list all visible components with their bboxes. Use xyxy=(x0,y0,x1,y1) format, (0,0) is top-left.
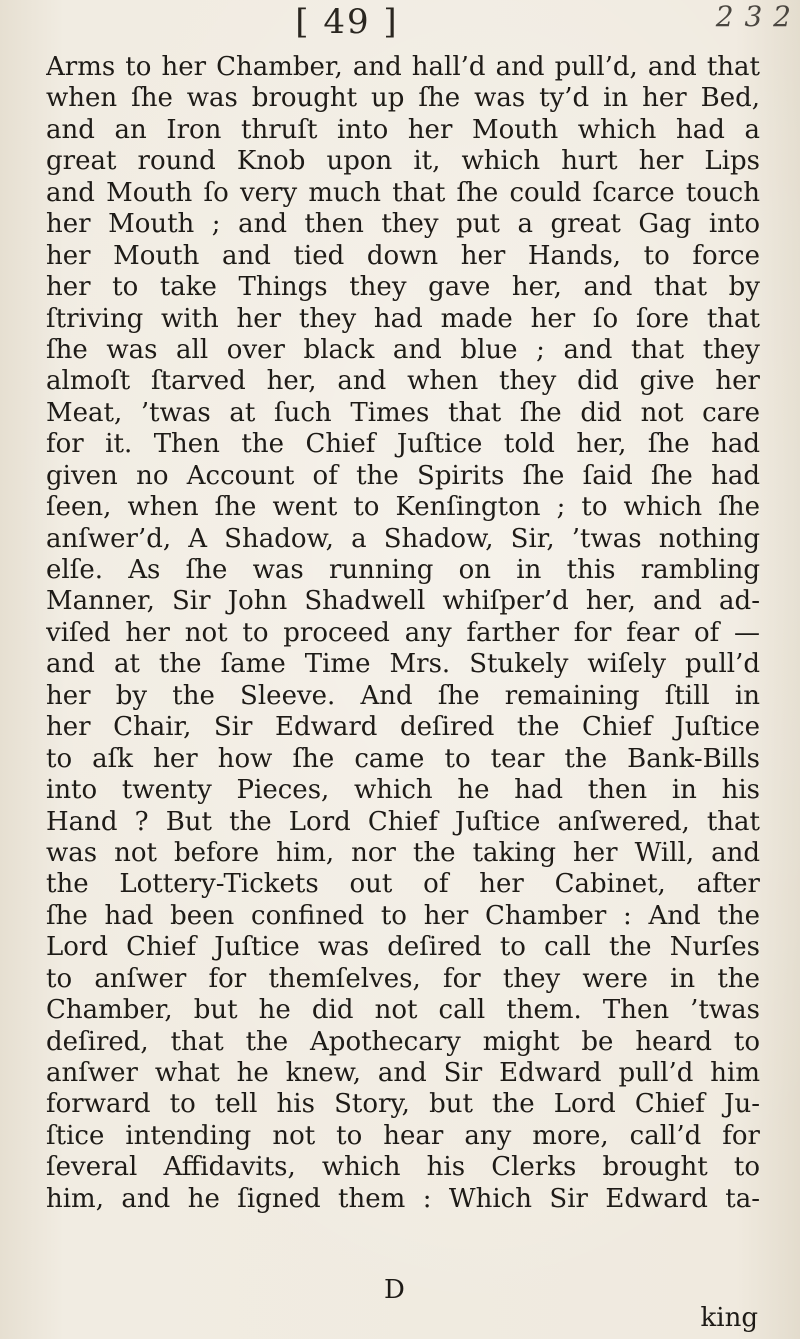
text-line: her by the Sleeve. And ſhe remaining ſtill in xyxy=(46,680,760,711)
text-line: Arms to her Chamber, and hall’d and pull’d, and that xyxy=(46,52,760,82)
text-line: ſhe had been confined to her Chamber : And the xyxy=(46,900,760,931)
text-line: almoſt ſtarved her, and when they did give her xyxy=(46,366,760,397)
text-line: and Mouth ſo very much that ſhe could ſcarce touch xyxy=(46,177,760,208)
text-line: her Mouth and tied down her Hands, to force xyxy=(46,240,760,271)
text-line: great round Knob upon it, which hurt her Lips xyxy=(46,146,760,177)
text-line: her Mouth ; and then they put a great Gag into xyxy=(46,209,760,240)
text-line: was not before him, nor the taking her Will, and xyxy=(46,837,760,868)
catchword: king xyxy=(700,1303,758,1333)
text-line: her Chair, Sir Edward deſired the Chief Juſtice xyxy=(46,712,760,743)
text-line: Lord Chief Juſtice was deſired to call the Nurſes xyxy=(46,932,760,963)
text-line: Chamber, but he did not call them. Then ’twas xyxy=(46,995,760,1026)
text-line: when ſhe was brought up ſhe was ty’d in her Bed, xyxy=(46,83,760,114)
text-line: given no Account of the Spirits ſhe ſaid ſhe had xyxy=(46,460,760,491)
text-line: into twenty Pieces, which he had then in his xyxy=(46,775,760,806)
text-line: deſired, that the Apothecary might be heard to xyxy=(46,1026,760,1057)
text-line: to anſwer for themſelves, for they were in the xyxy=(46,963,760,994)
text-line: Hand ? But the Lord Chief Juſtice anſwered, that xyxy=(46,806,760,837)
text-line: elſe. As ſhe was running on in this rambling xyxy=(46,555,760,585)
text-line: to aſk her how ſhe came to tear the Bank-Bills xyxy=(46,743,760,774)
body-text xyxy=(46,52,760,1215)
text-line: ſeen, when ſhe went to Kenſington ; to which ſhe xyxy=(46,492,760,523)
text-line: ſtriving with her they had made her ſo ſore that xyxy=(46,303,760,334)
text-line: her to take Things they gave her, and that by xyxy=(46,272,760,303)
text-line: for it. Then the Chief Juſtice told her, ſhe had xyxy=(46,429,760,460)
text-line: and an Iron thruſt into her Mouth which had a xyxy=(46,114,760,145)
text-line: forward to tell his Story, but the Lord Chief Ju- xyxy=(46,1089,760,1120)
text-line: ſeveral Affidavits, which his Clerks brought to xyxy=(46,1152,760,1183)
text-line: Meat, ’twas at ſuch Times that ſhe did not care xyxy=(46,397,760,428)
text-line: ſhe was all over black and blue ; and that they xyxy=(46,334,760,365)
text-line: viſed her not to proceed any farther for fear of — xyxy=(46,617,760,648)
text-line: ſtice intending not to hear any more, call’d for xyxy=(46,1120,760,1151)
signature-mark: D xyxy=(384,1275,405,1305)
text-line: him, and he ſigned them : Which Sir Edward ta- xyxy=(46,1183,760,1214)
text-line: and at the ſame Time Mrs. Stukely wiſely pull’d xyxy=(46,649,760,680)
text-line: the Lottery-Tickets out of her Cabinet, after xyxy=(46,869,760,900)
text-line: Manner, Sir John Shadwell whiſper’d her, and ad- xyxy=(46,586,760,617)
text-line: anſwer what he knew, and Sir Edward pull’d him xyxy=(46,1058,760,1088)
text-line: anſwer’d, A Shadow, a Shadow, Sir, ’twas nothing xyxy=(46,523,760,554)
handwritten-corner-mark: 2 3 2 xyxy=(715,0,792,33)
page-number: [ 49 ] xyxy=(295,2,399,42)
